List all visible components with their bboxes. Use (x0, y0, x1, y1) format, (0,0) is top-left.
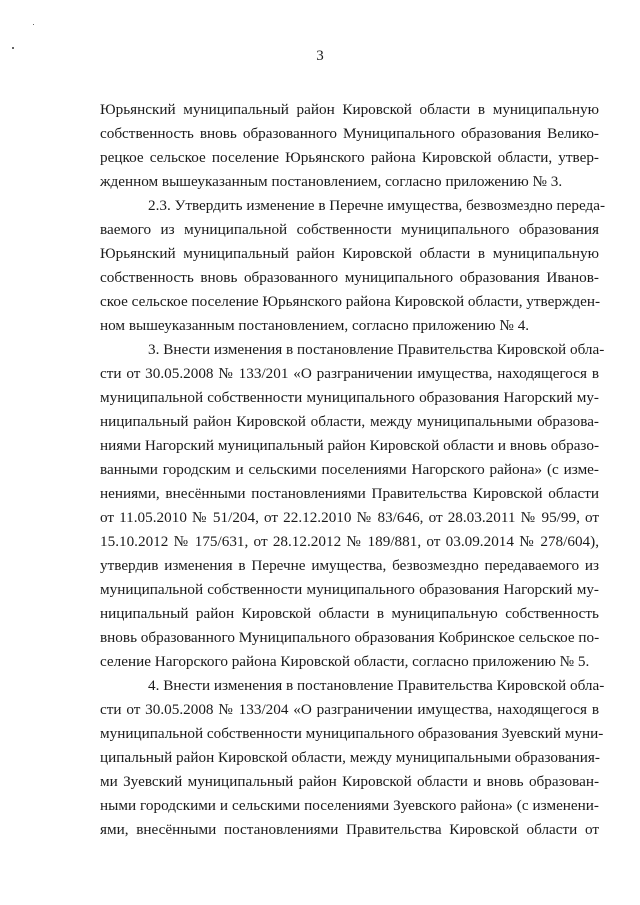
text-line: ными городскими и сельскими поселениями Зуевского района» (с изменени- (100, 797, 599, 814)
text-line: собственность вновь образованного муниципального образования Иванов- (100, 269, 599, 286)
text-line: утвердив изменения в Перечне имущества, безвозмездно передаваемого из (100, 557, 599, 574)
paragraph-first-line: 4. Внести изменения в постановление Правительства Кировской обла- (148, 677, 605, 694)
text-line: от 11.05.2010 № 51/204, от 22.12.2010 № 83/646, от 28.03.2011 № 95/99, от (100, 509, 599, 526)
text-line: ское сельское поселение Юрьянского района Кировской области, утвержден- (100, 293, 601, 310)
text-line: муниципальной собственности муниципального образования Нагорский му- (100, 389, 599, 406)
text-line: нениями, внесёнными постановлениями Правительства Кировской области (100, 485, 599, 502)
text-line: сти от 30.05.2008 № 133/204 «О разграничении имущества, находящегося в (100, 701, 599, 718)
scan-speck (33, 24, 34, 25)
text-line: Юрьянский муниципальный район Кировской области в муниципальную (100, 245, 599, 262)
text-line: жденном вышеуказанным постановлением, согласно приложению № 3. (100, 173, 563, 190)
text-line: ваемого из муниципальной собственности муниципального образования (100, 221, 599, 238)
paragraph-first-line: 3. Внести изменения в постановление Правительства Кировской обла- (148, 341, 605, 358)
text-line: сти от 30.05.2008 № 133/201 «О разграничении имущества, находящегося в (100, 365, 599, 382)
text-line: селение Нагорского района Кировской области, согласно приложению № 5. (100, 653, 590, 670)
text-line: ванными городским и сельскими поселениями Нагорского района» (с изме- (100, 461, 599, 478)
text-line: ном вышеуказанным постановлением, согласно приложению № 4. (100, 317, 530, 334)
text-line: вновь образованного Муниципального образования Кобринское сельское по- (100, 629, 600, 646)
text-line: ниями Нагорский муниципальный район Кировской области и вновь образо- (100, 437, 599, 454)
text-line: ниципальный район Кировской области в муниципальную собственность (100, 605, 599, 622)
text-line: муниципальной собственности муниципального образования Зуевский муни- (100, 725, 604, 742)
text-line: муниципальной собственности муниципального образования Нагорский му- (100, 581, 599, 598)
text-line: ми Зуевский муниципальный район Кировской области и вновь образован- (100, 773, 599, 790)
text-line: ципальный район Кировской области, между муниципальными образования- (100, 749, 600, 766)
text-line: Юрьянский муниципальный район Кировской области в муниципальную (100, 101, 599, 118)
text-line: ниципальный район Кировской области, между муниципальными образова- (100, 413, 599, 430)
text-line: 15.10.2012 № 175/631, от 28.12.2012 № 189/881, от 03.09.2014 № 278/604), (100, 533, 599, 550)
paragraph-first-line: 2.3. Утвердить изменение в Перечне имущества, безвозмездно переда- (148, 197, 606, 214)
text-line: собственность вновь образованного Муниципального образования Велико- (100, 125, 599, 142)
text-line: ями, внесёнными постановлениями Правительства Кировской области от (100, 821, 599, 838)
text-line: рецкое сельское поселение Юрьянского района Кировской области, утвер- (100, 149, 599, 166)
page-number: 3 (316, 48, 324, 64)
